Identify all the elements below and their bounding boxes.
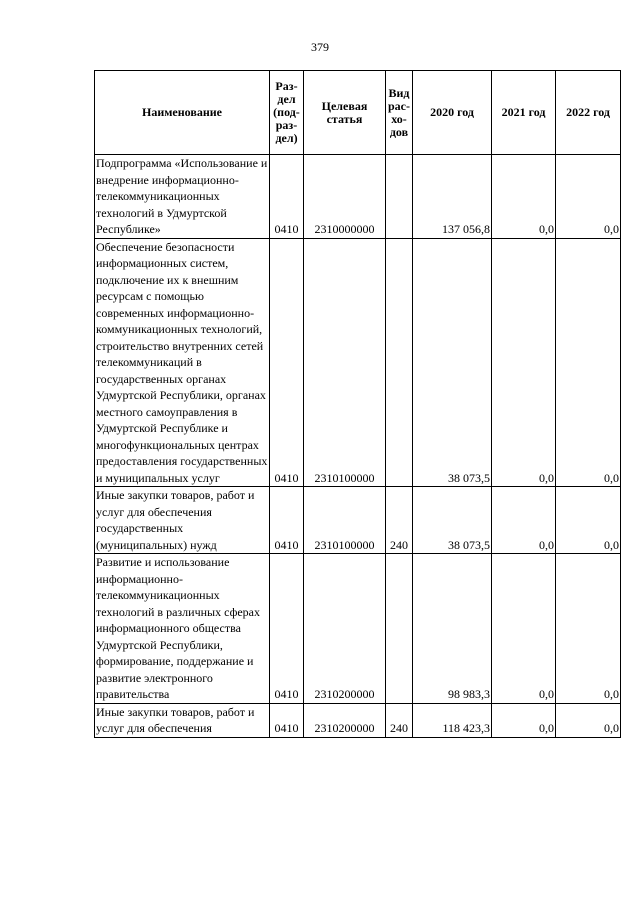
header-section: Раз-дел (под-раз-дел) <box>270 71 304 155</box>
row-name: Подпрограмма «Использование и внедрение информационно-телекоммуникационных технологий в Удмуртской Республике» <box>95 155 270 239</box>
row-target: 2310200000 <box>304 554 386 704</box>
row-2022: 0,0 <box>556 554 621 704</box>
header-2020: 2020 год <box>413 71 492 155</box>
row-2020: 38 073,5 <box>413 238 492 487</box>
row-section: 0410 <box>270 155 304 239</box>
row-section: 0410 <box>270 487 304 554</box>
row-2022: 0,0 <box>556 487 621 554</box>
table-row <box>95 238 621 487</box>
row-2022: 0,0 <box>556 238 621 487</box>
row-expense-type: 240 <box>386 703 413 737</box>
table-row <box>95 554 621 704</box>
header-expense-type: Вид рас-хо-дов <box>386 71 413 155</box>
row-section: 0410 <box>270 703 304 737</box>
row-2021: 0,0 <box>492 238 556 487</box>
row-name: Иные закупки товаров, работ и услуг для обеспечения <box>95 703 270 737</box>
row-target: 2310100000 <box>304 487 386 554</box>
row-name: Обеспечение безопасности информационных систем, подключение их к внешним ресурсам с помощью современных информационно-коммуникационных технологий, строительство внутренних сетей телекоммуникаций в государственных органах Удмуртской Республики, органах местного самоуправления в Удмуртской Республике и многофункциональных центрах предоставления государственных и муниципальных услуг <box>95 238 270 487</box>
budget-table <box>94 70 621 738</box>
row-target: 2310100000 <box>304 238 386 487</box>
row-name: Иные закупки товаров, работ и услуг для обеспечения государственных (муниципальных) нужд <box>95 487 270 554</box>
row-2020: 137 056,8 <box>413 155 492 239</box>
row-target: 2310000000 <box>304 155 386 239</box>
page-number: 379 <box>311 40 329 54</box>
table-row <box>95 703 621 737</box>
row-section: 0410 <box>270 554 304 704</box>
row-2022: 0,0 <box>556 703 621 737</box>
row-target: 2310200000 <box>304 703 386 737</box>
row-2021: 0,0 <box>492 554 556 704</box>
row-expense-type <box>386 554 413 704</box>
row-2021: 0,0 <box>492 155 556 239</box>
row-expense-type <box>386 155 413 239</box>
table-row <box>95 155 621 239</box>
row-expense-type <box>386 238 413 487</box>
row-section: 0410 <box>270 238 304 487</box>
row-2020: 38 073,5 <box>413 487 492 554</box>
row-2020: 98 983,3 <box>413 554 492 704</box>
row-expense-type: 240 <box>386 487 413 554</box>
row-2022: 0,0 <box>556 155 621 239</box>
row-2020: 118 423,3 <box>413 703 492 737</box>
header-target: Целевая статья <box>304 71 386 155</box>
row-2021: 0,0 <box>492 703 556 737</box>
header-2021: 2021 год <box>492 71 556 155</box>
header-row <box>95 71 621 155</box>
header-2022: 2022 год <box>556 71 621 155</box>
header-name: Наименование <box>95 71 270 155</box>
row-2021: 0,0 <box>492 487 556 554</box>
row-name: Развитие и использование информационно-телекоммуникационных технологий в различных сферах информационного общества Удмуртской Республики, формирование, поддержание и развитие электронного правительства <box>95 554 270 704</box>
table-row <box>95 487 621 554</box>
